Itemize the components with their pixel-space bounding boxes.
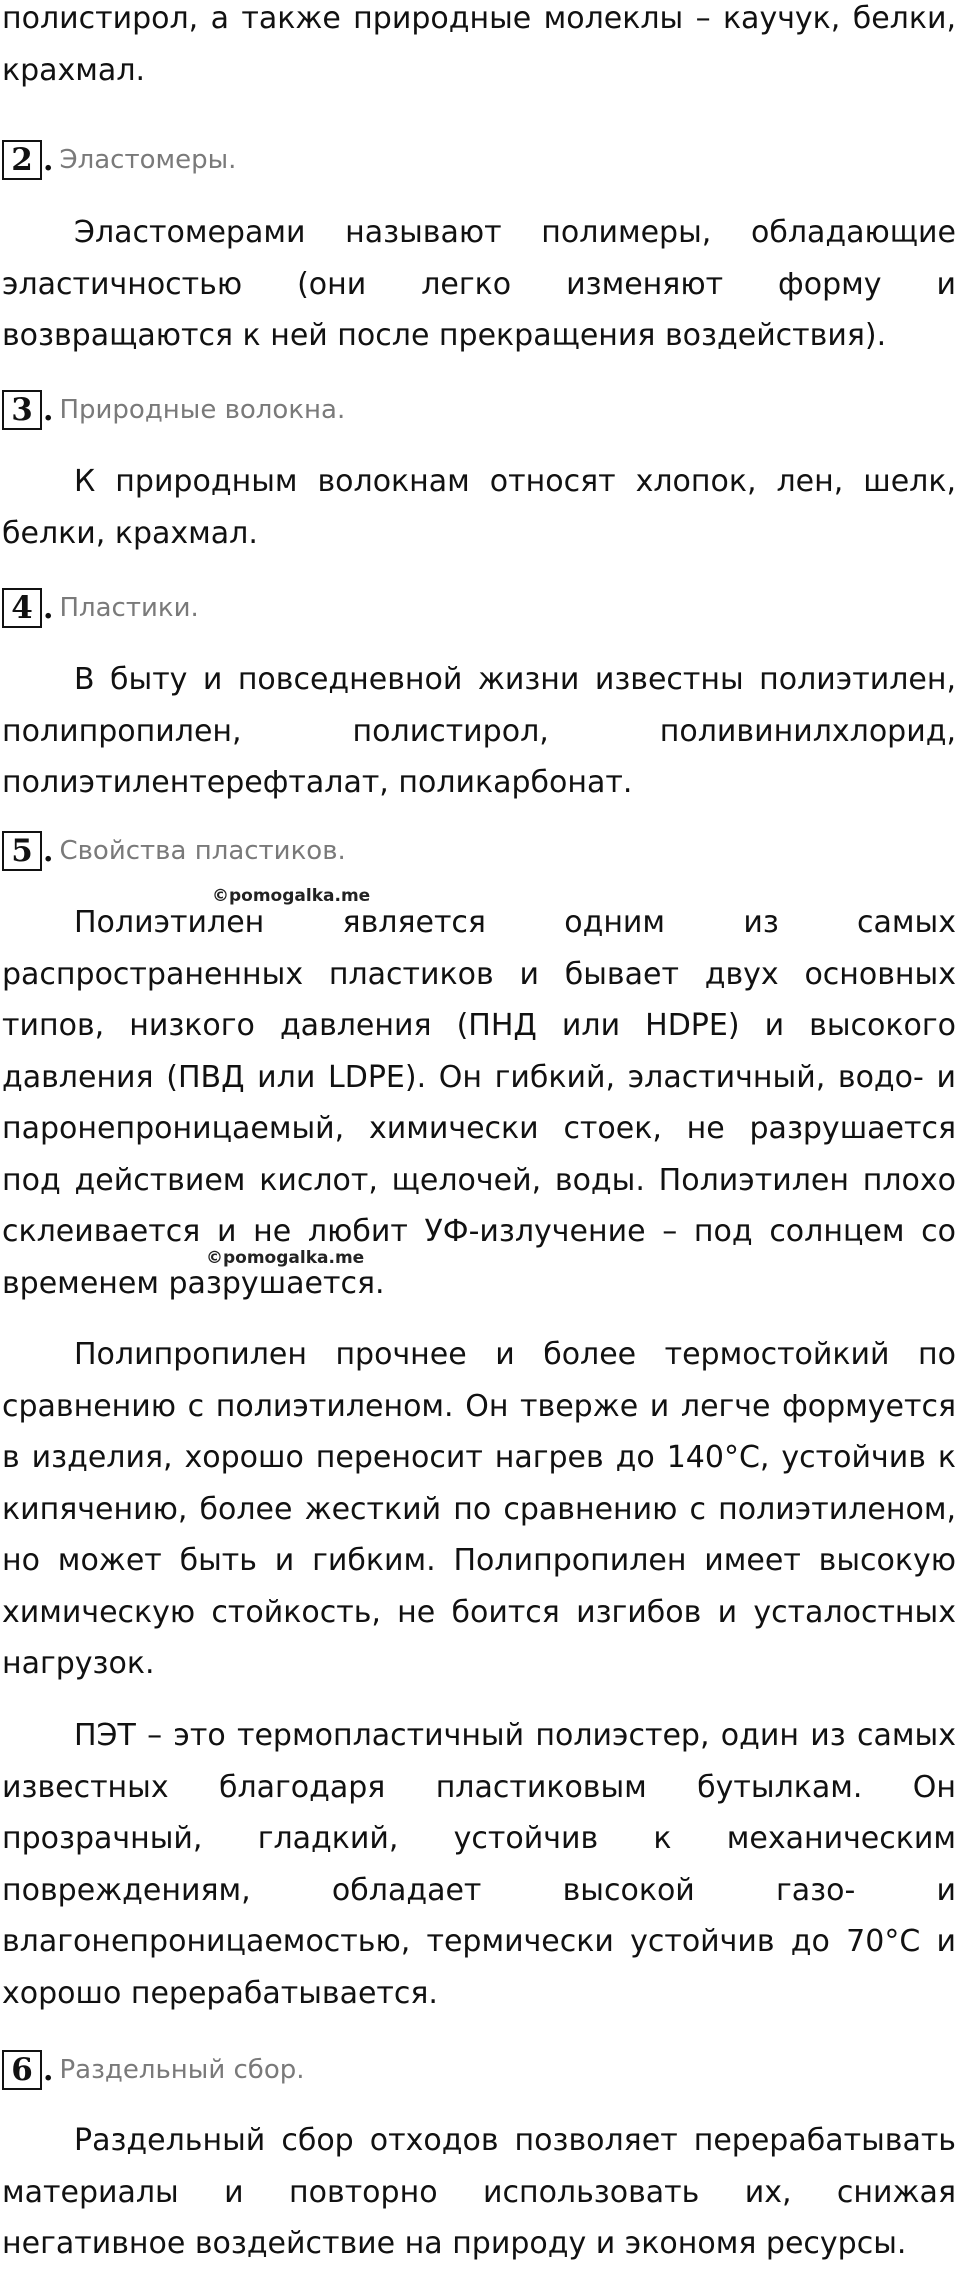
- section-6-number: 6: [2, 2050, 42, 2090]
- section-5-number: 5: [2, 831, 42, 871]
- watermark: ©pomogalka.me: [206, 1248, 365, 1268]
- section-3-heading: 3 . Природные волокна.: [2, 388, 345, 432]
- section-2-paragraph: Эластомерами называют полимеры, обладающие эластичностью (они легко изменяют форму и возвращаются к ней после прекращения воздействия).: [2, 215, 956, 353]
- section-4-heading: 4 . Пластики.: [2, 586, 199, 630]
- section-4-title: Пластики.: [59, 593, 199, 623]
- section-5-paragraph-2: Полипропилен прочнее и более термостойкий по сравнению с полиэтиленом. Он тверже и легче формуется в изделия, хорошо переносит нагрев до 140°С, устойчив к кипячению, более жесткий по сравнению с полиэтиленом, но может быть и гибким. Полипропилен имеет высокую химическую стойкость, не боится изгибов и усталостных нагрузок.: [2, 1337, 956, 1681]
- section-3-number: 3: [2, 390, 42, 430]
- section-2-title: Эластомеры.: [59, 145, 237, 175]
- section-6-title: Раздельный сбор.: [59, 2055, 305, 2085]
- section-5-heading: 5 . Свойства пластиков.: [2, 829, 346, 873]
- section-3-title: Природные волокна.: [59, 395, 346, 425]
- section-2-heading: 2 . Эластомеры.: [2, 138, 236, 182]
- section-5-paragraph-3: ПЭТ – это термопластичный полиэстер, один из самых известных благодаря пластиковым бутылкам. Он прозрачный, гладкий, устойчив к механическим повреждениям, обладает высокой газо- и влагонепроницаемостью, термически устойчив до 70°С и хорошо перерабатывается.: [2, 1718, 956, 2011]
- section-2-number: 2: [2, 140, 42, 180]
- section-5-title: Свойства пластиков.: [59, 836, 346, 866]
- section-6-paragraph: Раздельный сбор отходов позволяет перерабатывать материалы и повторно использовать их, снижая негативное воздействие на природу и экономя ресурсы.: [2, 2123, 956, 2261]
- section-3-paragraph: К природным волокнам относят хлопок, лен, шелк, белки, крахмал.: [2, 464, 956, 551]
- section-5-paragraph-1: Полиэтилен является одним из самых распространенных пластиков и бывает двух основных типов, низкого давления (ПНД или HDPE) и высокого давления (ПВД или LDPE). Он гибкий, эластичный, водо- и паронепроницаемый, химически стоек, не разрушается под действием кислот, щелочей, воды. Полиэтилен плохо склеивается и не любит УФ-излучение – под солнцем со временем разрушается.: [2, 905, 956, 1301]
- section-4-paragraph: В быту и повседневной жизни известны полиэтилен, полипропилен, полистирол, поливинилхлорид, полиэтилентерефталат, поликарбонат.: [2, 662, 956, 800]
- section-6-heading: 6 . Раздельный сбор.: [2, 2048, 305, 2092]
- intro-paragraph: полистирол, а также природные молеклы – каучук, белки, крахмал.: [2, 1, 956, 88]
- watermark: ©pomogalka.me: [212, 886, 371, 906]
- section-4-number: 4: [2, 588, 42, 628]
